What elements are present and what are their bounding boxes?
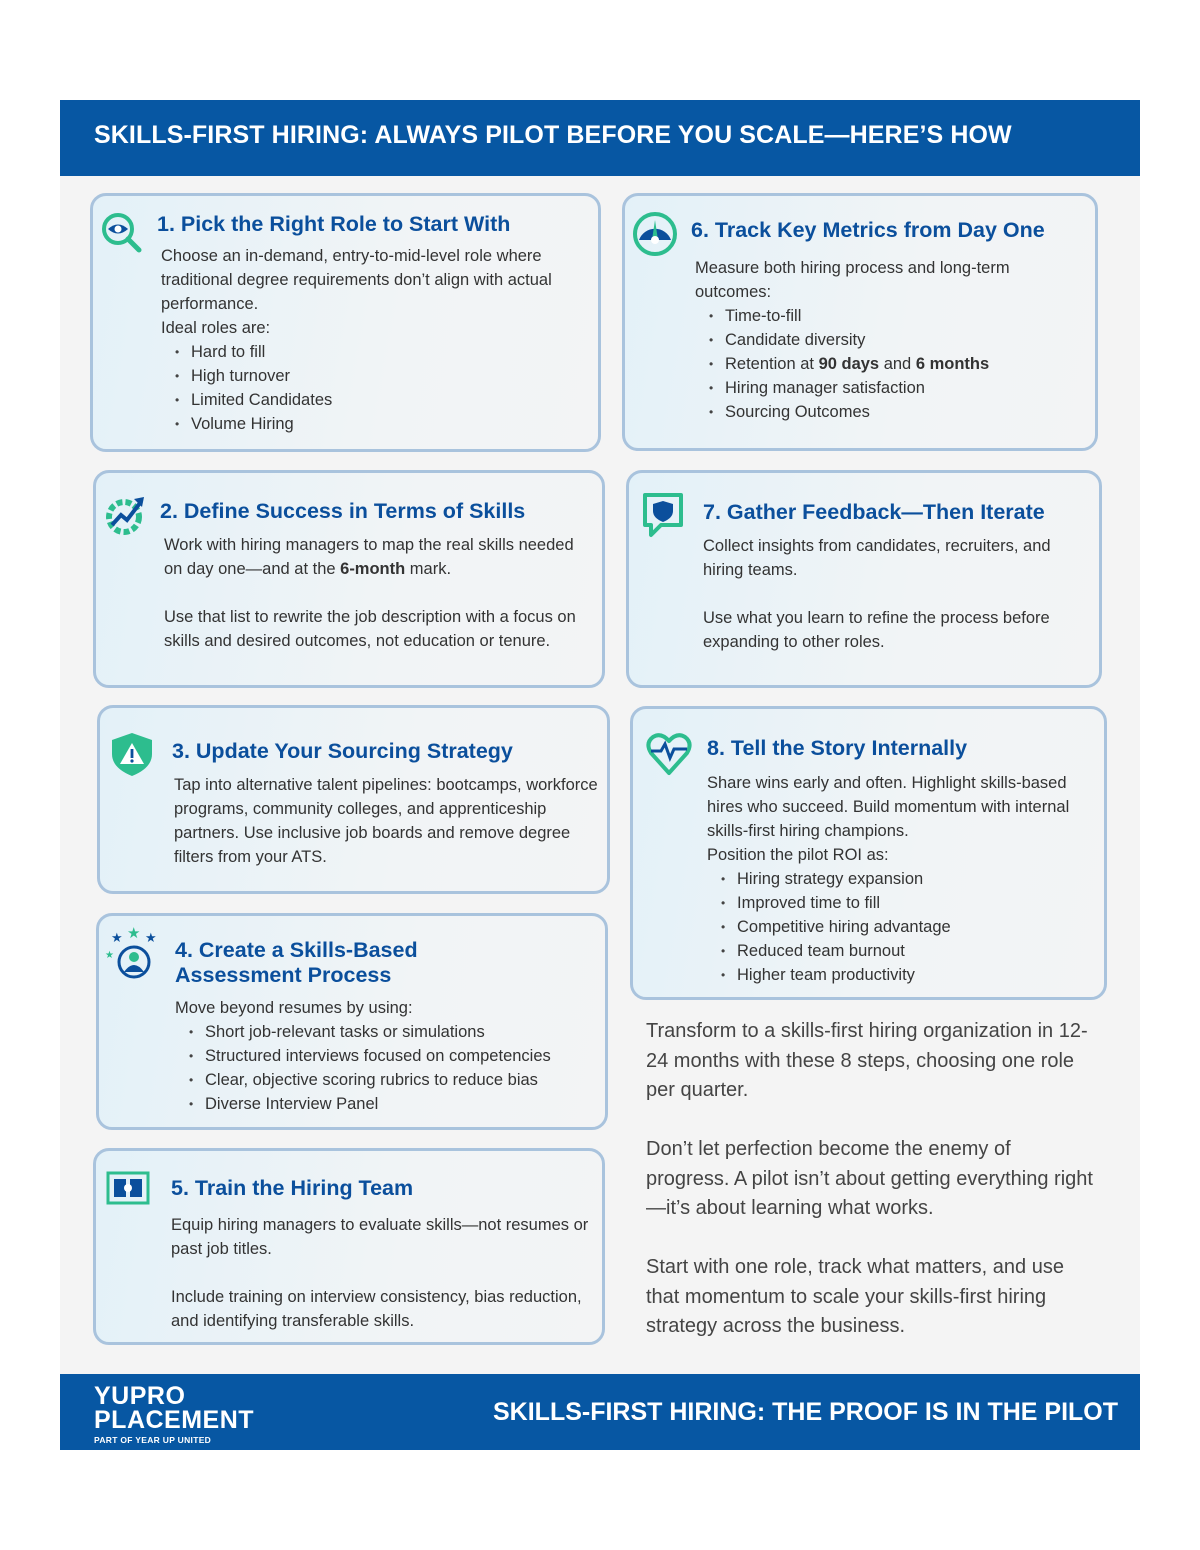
- svg-text:★: ★: [145, 930, 157, 945]
- step-card-3: [97, 705, 610, 894]
- list-item: • Competitive hiring advantage: [737, 915, 1087, 939]
- yupro-logo: YUPRO PLACEMENT PART OF YEAR UP UNITED: [94, 1382, 255, 1445]
- svg-text:★: ★: [111, 930, 123, 945]
- list-item: • Clear, objective scoring rubrics to reduce bias: [205, 1068, 600, 1092]
- shield-chat-icon: [639, 491, 687, 539]
- closing-paragraph: Transform to a skills-first hiring organization in 12-24 months with these 8 steps, choosing one role per quarter.: [646, 1020, 1088, 1101]
- list-item: • Limited Candidates: [191, 388, 591, 412]
- step-text: Collect insights from candidates, recruiters, and hiring teams.: [703, 537, 1051, 579]
- closing-paragraph: Start with one role, track what matters, and use that momentum to scale your skills-first hiring strategy across the business.: [646, 1256, 1064, 1337]
- step-title: 4. Create a Skills-Based Assessment Process: [175, 938, 418, 987]
- step-card-2: [93, 470, 605, 688]
- list-item: • Volume Hiring: [191, 412, 591, 436]
- list-item: • Diverse Interview Panel: [205, 1092, 600, 1116]
- svg-text:★: ★: [105, 950, 114, 961]
- list-item: • Hiring manager satisfaction: [725, 376, 1085, 400]
- gauge-icon: [631, 210, 679, 258]
- training-screen-icon: [104, 1165, 152, 1213]
- step-text: Work with hiring managers to map the real skills needed on day one—and at the 6-month mark.: [164, 536, 574, 578]
- list-item: • Short job-relevant tasks or simulations: [205, 1020, 600, 1044]
- list-item: • Higher team productivity: [737, 963, 1087, 987]
- step-card-4: [96, 913, 608, 1130]
- step-text: Ideal roles are:: [161, 319, 271, 337]
- footer: [60, 1374, 1140, 1450]
- gear-growth-icon: [102, 491, 150, 539]
- list-item: • Time-to-fill: [725, 304, 1085, 328]
- page-title: SKILLS-FIRST HIRING: ALWAYS PILOT BEFORE YOU SCALE—HERE’S HOW: [60, 100, 1140, 176]
- warning-shield-icon: [108, 730, 156, 778]
- star-person-icon: [105, 926, 161, 982]
- list-item: • Structured interviews focused on competencies: [205, 1044, 600, 1068]
- step-title: 1. Pick the Right Role to Start With: [157, 212, 511, 236]
- list-item: • Reduced team burnout: [737, 939, 1087, 963]
- step-text: Measure both hiring process and long-term outcomes:: [695, 259, 1010, 301]
- step-card-7: [626, 470, 1102, 688]
- closing-text: [646, 1017, 1096, 1371]
- step-text: Position the pilot ROI as:: [707, 846, 889, 864]
- footer-tagline: SKILLS-FIRST HIRING: THE PROOF IS IN THE PILOT: [493, 1398, 1118, 1426]
- step-title: 3. Update Your Sourcing Strategy: [172, 739, 513, 763]
- list-item: • Retention at 90 days and 6 months: [725, 352, 1085, 376]
- step-text: Share wins early and often. Highlight skills-based hires who succeed. Build momentum with internal skills-first hiring champions.: [707, 774, 1070, 840]
- step-text: Equip hiring managers to evaluate skills—not resumes or past job titles.: [171, 1216, 589, 1258]
- step-card-6: [622, 193, 1098, 451]
- list-item: • Candidate diversity: [725, 328, 1085, 352]
- list-item: • Sourcing Outcomes: [725, 400, 1085, 424]
- step-text: Use what you learn to refine the process before expanding to other roles.: [703, 609, 1050, 651]
- step-text: Tap into alternative talent pipelines: bootcamps, workforce programs, community colleges, and apprenticeship partners. Use inclusive job boards and remove degree filters from your ATS.: [174, 776, 598, 866]
- magnifier-eye-icon: [99, 210, 147, 258]
- step-title: 2. Define Success in Terms of Skills: [160, 499, 526, 523]
- step-title: 7. Gather Feedback—Then Iterate: [703, 500, 1045, 524]
- step-card-5: [93, 1148, 605, 1345]
- list-item: • Hard to fill: [191, 340, 591, 364]
- list-item: • High turnover: [191, 364, 591, 388]
- step-text: Move beyond resumes by using:: [175, 999, 413, 1017]
- list-item: • Improved time to fill: [737, 891, 1087, 915]
- svg-text:★: ★: [127, 926, 141, 942]
- heart-pulse-icon: [645, 729, 693, 777]
- step-text: Choose an in-demand, entry-to-mid-level role where traditional degree requirements don’t align with actual performance.: [161, 247, 552, 313]
- step-title: 5. Train the Hiring Team: [171, 1176, 414, 1200]
- list-item: • Hiring strategy expansion: [737, 867, 1087, 891]
- step-title: 6. Track Key Metrics from Day One: [691, 218, 1045, 242]
- step-card-8: [630, 706, 1107, 1000]
- closing-paragraph: Don’t let perfection become the enemy of progress. A pilot isn’t about getting everything right—it’s about learning what works.: [646, 1138, 1093, 1219]
- step-text: Use that list to rewrite the job description with a focus on skills and desired outcomes, not education or tenure.: [164, 608, 576, 650]
- step-text: Include training on interview consistency, bias reduction, and identifying transferable skills.: [171, 1288, 582, 1330]
- step-title: 8. Tell the Story Internally: [707, 736, 968, 760]
- step-card-1: [90, 193, 601, 452]
